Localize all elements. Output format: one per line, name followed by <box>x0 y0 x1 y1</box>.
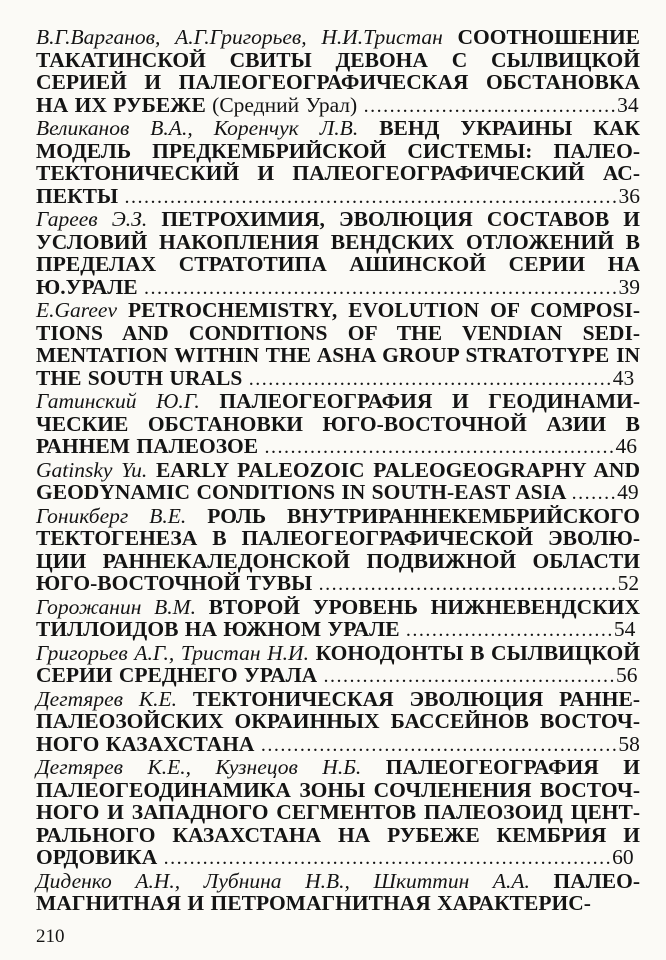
toc-entry <box>36 505 640 596</box>
dot-leader: ...................................................... <box>264 436 616 458</box>
dot-leader: .............................................. <box>318 573 618 595</box>
entry-title: ПАЛЕОГЕОГРАФИЯ И ПАЛЕОГЕОДИНАМИКА ЗОНЫ СОЧЛЕНЕНИЯ ВОСТОЧНОГО И ЗАПАДНОГО СЕГМЕНТОВ ПАЛЕОЗОИД ЦЕНТРАЛЬНОГО КАЗАХСТАНА НА РУБЕЖЕ КЕМБРИЯ И ОРДОВИКА <box>36 755 640 869</box>
entry-authors: Гоникберг В.Е. <box>36 503 187 528</box>
toc-entry <box>36 117 640 208</box>
entry-page-number: 54 <box>613 617 636 641</box>
dot-leader: ....................................................... <box>260 733 619 756</box>
entry-title: EARLY PALEOZOIC PALEOGEOGRAPHY AND GEODYNAMIC CONDITIONS IN SOUTH-EAST ASIA <box>36 457 640 504</box>
entry-authors: Дегтярев К.Е., Кузнецов Н.Б. <box>36 755 362 779</box>
toc-entry <box>36 756 640 870</box>
entry-title: ВЕНД УКРАИНЫ КАК МОДЕЛЬ ПРЕДКЕМБРИЙСКОЙ СИСТЕМЫ: ПАЛЕОТЕКТОНИЧЕСКИЙ И ПАЛЕОГЕОГРАФИЧЕСКИЙ АСПЕКТЫ <box>36 116 640 208</box>
entry-title: ТЕКТОНИЧЕСКАЯ ЭВОЛЮЦИЯ РАННЕПАЛЕОЗОЙСКИХ ОКРАИННЫХ БАССЕЙНОВ ВОСТОЧНОГО КАЗАХСТАНА <box>36 686 640 756</box>
entry-title: ПАЛЕОМАГНИТНАЯ И ПЕТРОМАГНИТНАЯ ХАРАКТЕРИС- <box>36 868 640 915</box>
dot-leader: ....................................... <box>363 94 618 117</box>
entry-title: КОНОДОНТЫ В СЫЛВИЦКОЙ СЕРИИ СРЕДНЕГО УРАЛА <box>36 640 641 687</box>
toc-entry <box>36 870 640 915</box>
dot-leader: ................................ <box>405 619 614 641</box>
entry-page-number: 43 <box>612 365 635 390</box>
entry-authors: Диденко А.Н., Лубнина Н.В., Шкиттин А.А. <box>36 868 530 893</box>
toc-entry <box>36 596 640 642</box>
toc-entry <box>36 26 640 117</box>
dot-leader: ......................................................................... <box>144 276 619 299</box>
entry-title: ПЕТРОХИМИЯ, ЭВОЛЮЦИЯ СОСТАВОВ И УСЛОВИЙ НАКОПЛЕНИЯ ВЕНДСКИХ ОТЛОЖЕНИЙ В ПРЕДЕЛАХ СТРАТОТИПА АШИНСКОЙ СЕРИИ НА Ю.УРАЛЕ <box>36 207 640 299</box>
entry-title: СООТНОШЕНИЕ ТАКАТИНСКОЙ СВИТЫ ДЕВОНА С СЫЛВИЦКОЙ СЕРИЕЙ И ПАЛЕОГЕОГРАФИЧЕСКАЯ ОБСТАНОВКА НА ИХ РУБЕЖЕ <box>36 25 641 117</box>
entry-authors: Григорьев А.Г., Тристан Н.И. <box>36 640 309 665</box>
dot-leader: ............................................. <box>323 665 617 687</box>
entry-page-number: 52 <box>617 571 640 595</box>
entry-page-number: 39 <box>618 274 641 299</box>
entry-authors: Дегтярев К.Е. <box>36 686 178 711</box>
entry-title: ПАЛЕОГЕОГРАФИЯ И ГЕОДИНАМИЧЕСКИЕ ОБСТАНОВКИ ЮГО-ВОСТОЧНОЙ АЗИИ В РАННЕМ ПАЛЕОЗОЕ <box>36 389 641 458</box>
entry-authors: В.Г.Варганов, А.Г.Григорьев, Н.И.Тристан <box>36 25 443 49</box>
page-footer <box>36 926 65 948</box>
entry-page-number: 34 <box>617 92 639 117</box>
dot-leader: ..................................................................... <box>163 847 613 869</box>
dot-leader: ........................................................ <box>248 367 613 390</box>
toc-entry <box>36 299 640 390</box>
entry-note: (Средний Урал) <box>212 92 358 117</box>
entry-title: PETROCHEMISTRY, EVOLUTION OF COMPOSITIONS AND CONDITIONS OF THE VENDIAN SEDIMENTATION WITHIN THE ASHA GROUP STRATOTYPE IN THE SOUTH URALS <box>36 298 641 390</box>
entry-page-number: 60 <box>612 845 634 869</box>
entry-authors: E.Gareev <box>36 298 117 322</box>
dot-leader: ............................................................................ <box>124 185 619 208</box>
toc-entry <box>36 208 640 299</box>
entry-title: ВТОРОЙ УРОВЕНЬ НИЖНЕВЕНДСКИХ ТИЛЛОИДОВ НА ЮЖНОМ УРАЛЕ <box>36 594 640 641</box>
toc-list <box>36 26 640 915</box>
dot-leader: ....... <box>571 482 618 504</box>
entry-page-number: 36 <box>618 183 640 208</box>
toc-entry <box>36 390 640 459</box>
entry-authors: Великанов В.А., Коренчук Л.В. <box>36 116 359 140</box>
entry-page-number: 49 <box>617 480 639 504</box>
entry-authors: Горожанин В.М. <box>36 594 196 619</box>
entry-authors: Gatinsky Yu. <box>36 457 148 482</box>
toc-entry <box>36 642 640 688</box>
entry-page-number: 46 <box>615 434 637 458</box>
entry-authors: Гатинский Ю.Г. <box>36 389 200 413</box>
toc-entry <box>36 688 640 757</box>
toc-entry <box>36 459 640 505</box>
entry-page-number: 58 <box>618 731 640 756</box>
page-number: 210 <box>36 926 65 947</box>
entry-authors: Гареев Э.З. <box>36 207 148 231</box>
entry-page-number: 56 <box>616 663 638 687</box>
entry-title: РОЛЬ ВНУТРИРАННЕКЕМБРИЙСКОГО ТЕКТОГЕНЕЗА В ПАЛЕОГЕОГРАФИЧЕСКОЙ ЭВОЛЮЦИИ РАННЕКАЛЕДОНСКОЙ ПОДВИЖНОЙ ОБЛАСТИ ЮГО-ВОСТОЧНОЙ ТУВЫ <box>36 503 640 595</box>
